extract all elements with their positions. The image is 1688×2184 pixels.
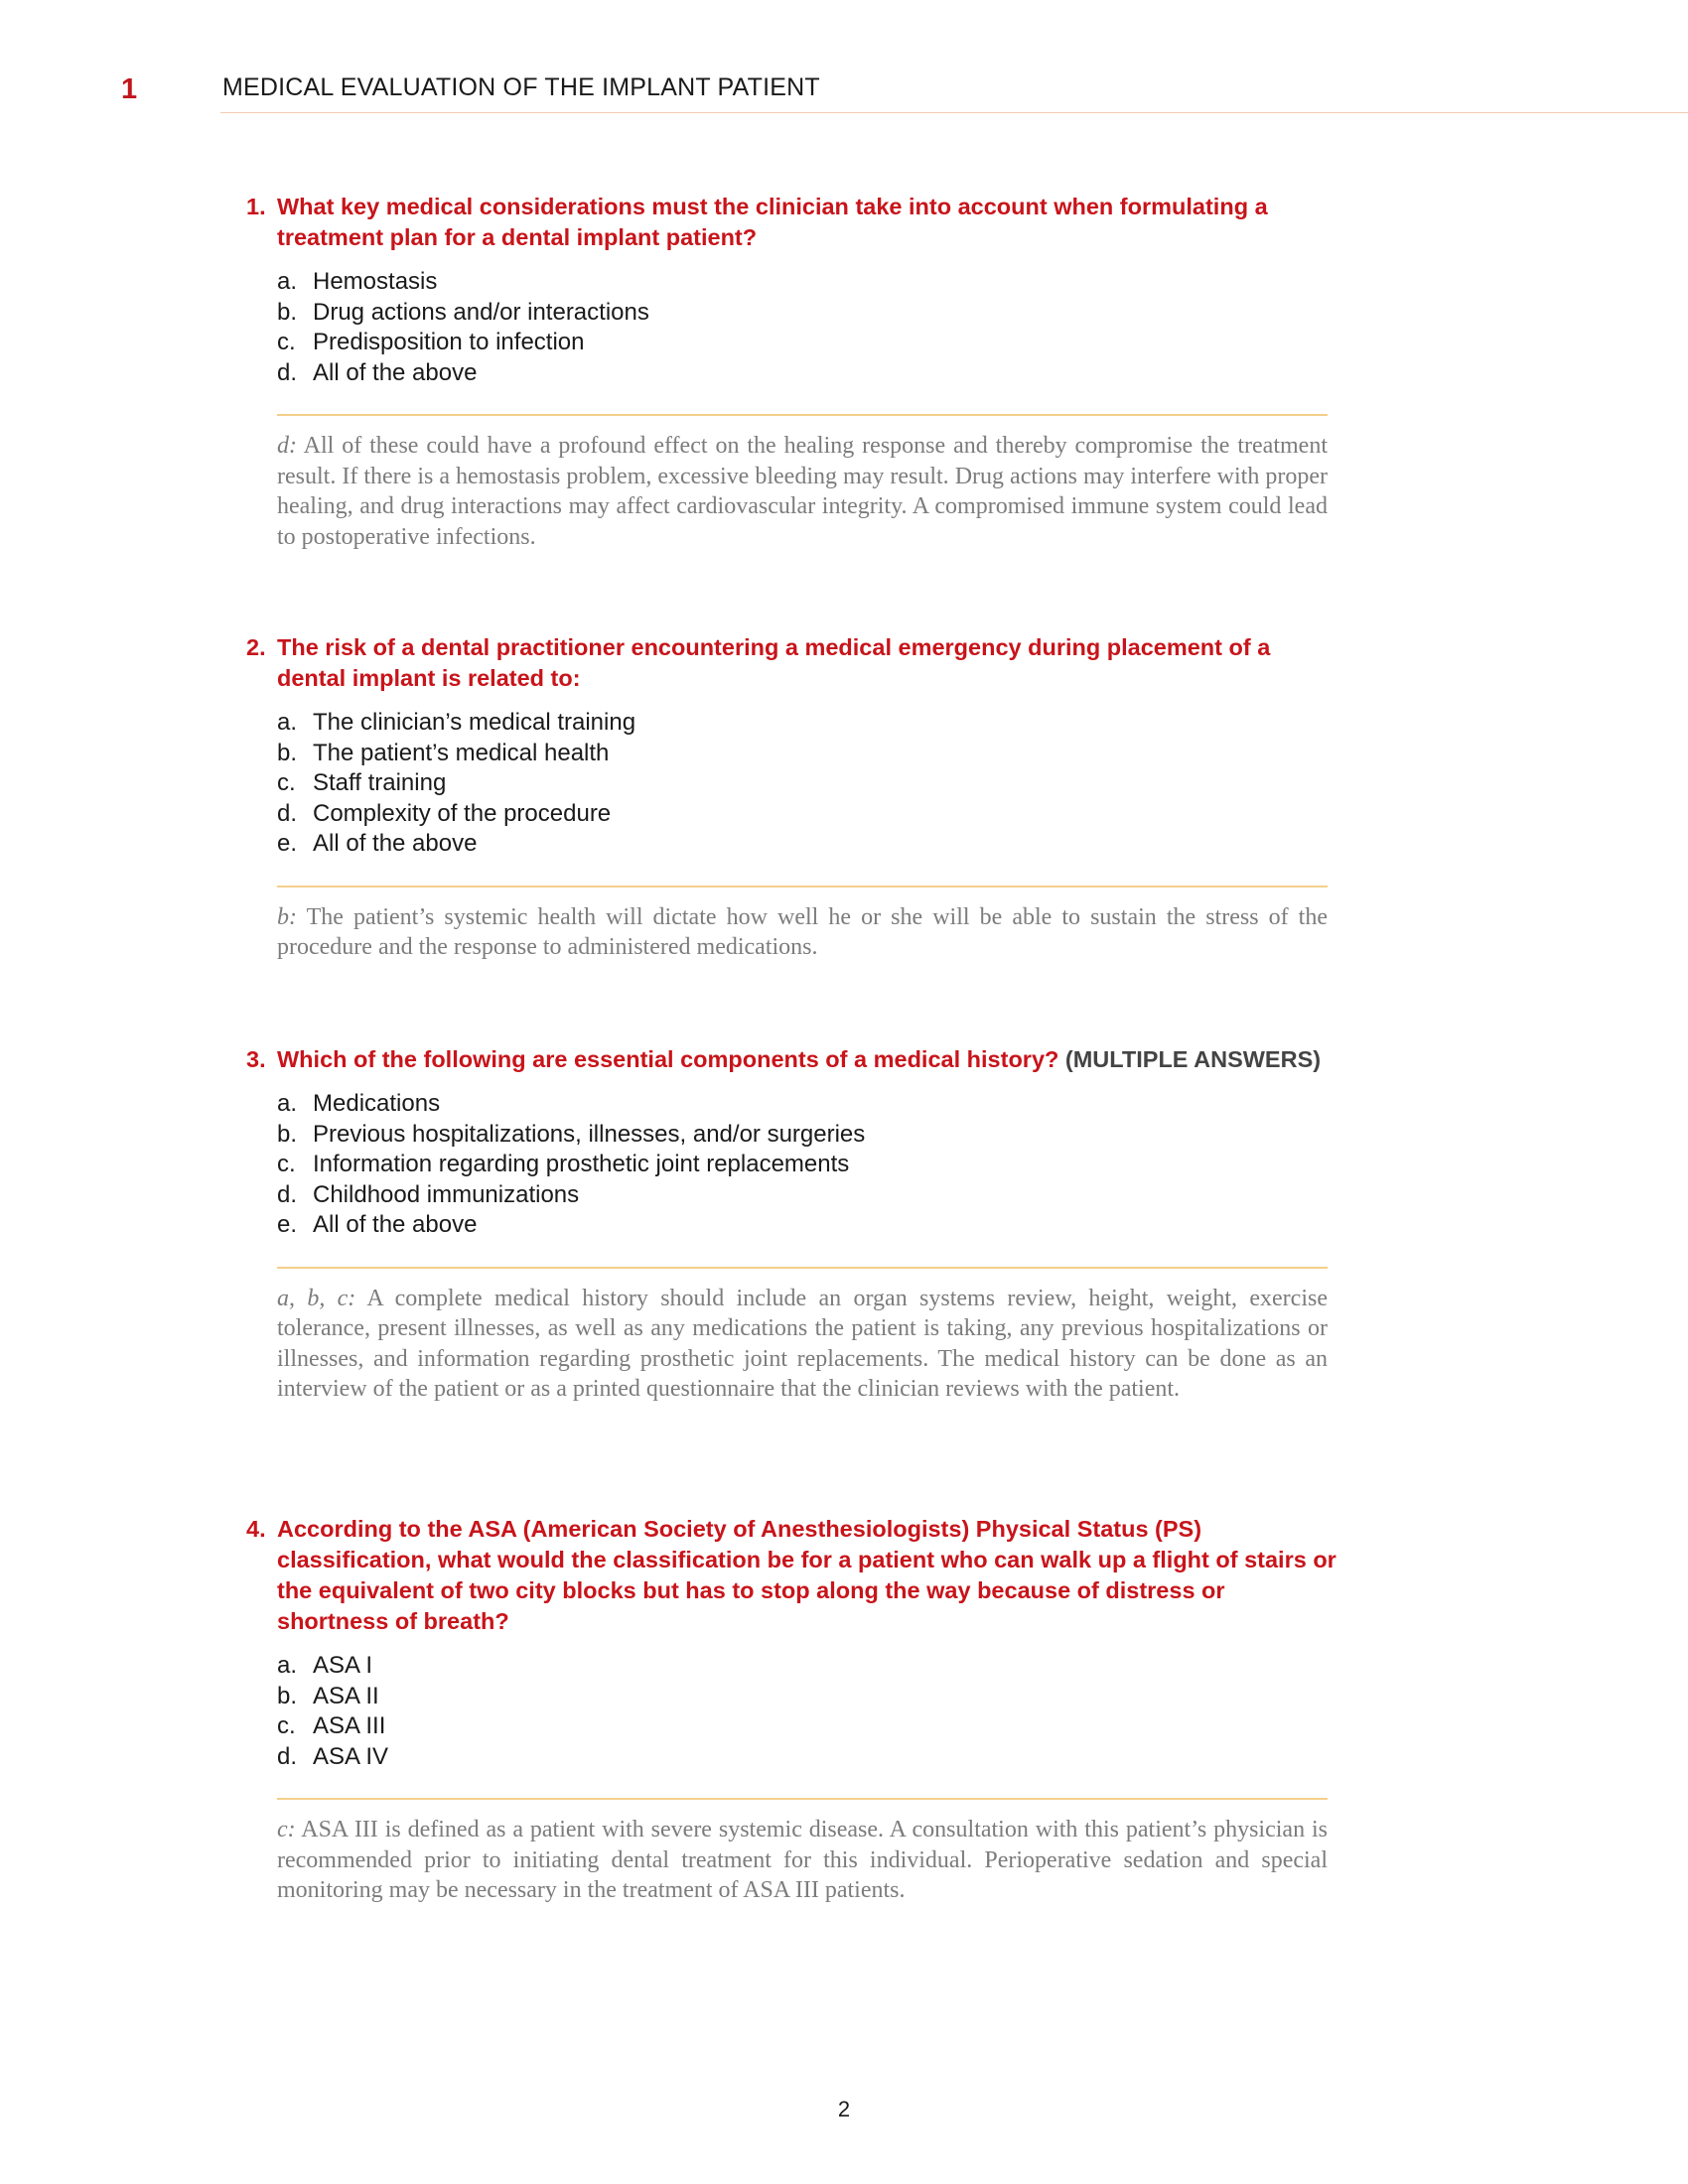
question-text: According to the ASA (American Society of Anesthesiologists) Physical Status (PS) classification, what would the classification be for a patient who can walk up a flight of stairs or the equivalent of two city blocks but has to stop along the way because of distress or shortness of breath? xyxy=(277,1516,1336,1634)
option-b xyxy=(277,1682,1338,1712)
option-letter: e. xyxy=(277,830,298,857)
option-letter: a. xyxy=(277,268,298,295)
answer-divider xyxy=(277,1798,1328,1800)
explanation-text: The patient’s systemic health will dictate how well he or she will be able to sustain the stress of the procedure and the response to administered medications. xyxy=(277,903,1328,960)
question-stem xyxy=(246,1514,1338,1637)
option-a xyxy=(277,267,1338,298)
options-list xyxy=(277,1089,1338,1241)
option-text: The clinician’s medical training xyxy=(313,709,636,736)
option-letter: b. xyxy=(277,1682,298,1709)
option-a xyxy=(277,1651,1338,1682)
option-d xyxy=(277,358,1338,389)
answer-explanation xyxy=(277,902,1328,963)
option-letter: e. xyxy=(277,1211,298,1238)
option-letter: d. xyxy=(277,799,298,827)
option-c xyxy=(277,328,1338,358)
question-stem xyxy=(246,632,1338,694)
question-3 xyxy=(246,1044,1338,1405)
option-text: Complexity of the procedure xyxy=(313,799,612,827)
option-letter: c. xyxy=(277,1712,296,1739)
option-text: Hemostasis xyxy=(313,268,438,295)
answer-explanation xyxy=(277,1284,1328,1405)
answer-key: b: xyxy=(277,903,297,930)
option-letter: c. xyxy=(277,769,296,796)
option-letter: b. xyxy=(277,298,298,326)
answer-divider xyxy=(277,414,1328,416)
options-list xyxy=(277,267,1338,388)
option-text: ASA II xyxy=(313,1682,379,1709)
options-list xyxy=(277,708,1338,860)
option-text: Drug actions and/or interactions xyxy=(313,298,649,326)
option-b xyxy=(277,1120,1338,1151)
question-number: 3. xyxy=(246,1046,266,1072)
explanation-text: ASA III is defined as a patient with severe systemic disease. A consultation with this patient’s physician is recommended prior to initiating dental treatment for this individual. Perioperative sedation and special monitoring may be necessary in the treatment of ASA III patients. xyxy=(277,1817,1328,1903)
multiple-answers-note: (MULTIPLE ANSWERS) xyxy=(1064,1046,1322,1072)
option-text: Previous hospitalizations, illnesses, and/or surgeries xyxy=(313,1120,866,1148)
answer-key: a, b, c: xyxy=(277,1285,356,1311)
option-c xyxy=(277,1711,1338,1742)
question-text: Which of the following are essential components of a medical history? xyxy=(277,1046,1059,1072)
question-text: The risk of a dental practitioner encountering a medical emergency during placement of a dental implant is related to: xyxy=(277,634,1271,691)
option-text: ASA III xyxy=(313,1712,386,1739)
option-letter: b. xyxy=(277,739,298,766)
option-c xyxy=(277,768,1338,799)
explanation-text: A complete medical history should include an organ systems review, height, weight, exercise tolerance, present illnesses, as well as any medications the patient is taking, any previous hospitalizations or illnesses, and information regarding prosthetic joint replacements. The medical history can be done as an interview of the patient or as a printed questionnaire that the clinician reviews with the patient. xyxy=(277,1285,1328,1402)
question-stem xyxy=(246,1044,1338,1075)
option-letter: d. xyxy=(277,358,298,386)
option-e xyxy=(277,1210,1338,1241)
option-text: Medications xyxy=(313,1090,441,1117)
chapter-number: 1 xyxy=(121,73,138,105)
option-letter: d. xyxy=(277,1742,298,1770)
question-1 xyxy=(246,192,1338,552)
question-number: 2. xyxy=(246,634,266,660)
option-text: Staff training xyxy=(313,769,447,796)
answer-divider xyxy=(277,1267,1328,1269)
option-a xyxy=(277,708,1338,739)
option-text: All of the above xyxy=(313,830,478,857)
option-b xyxy=(277,739,1338,769)
option-d xyxy=(277,1742,1338,1773)
answer-explanation xyxy=(277,1815,1328,1906)
header-divider xyxy=(220,112,1688,113)
chapter-title: MEDICAL EVALUATION OF THE IMPLANT PATIENT xyxy=(222,73,820,101)
answer-key: c: xyxy=(277,1817,296,1843)
answer-divider xyxy=(277,886,1328,887)
answer-key: d: xyxy=(277,433,297,459)
question-number: 1. xyxy=(246,194,266,219)
option-text: ASA I xyxy=(313,1652,373,1679)
options-list xyxy=(277,1651,1338,1772)
answer-explanation xyxy=(277,431,1328,552)
option-a xyxy=(277,1089,1338,1120)
option-letter: a. xyxy=(277,709,298,736)
option-letter: c. xyxy=(277,1151,296,1177)
question-2 xyxy=(246,632,1338,963)
option-e xyxy=(277,829,1338,860)
option-letter: a. xyxy=(277,1652,298,1679)
option-d xyxy=(277,1180,1338,1211)
option-text: ASA IV xyxy=(313,1742,389,1770)
option-text: The patient’s medical health xyxy=(313,739,610,766)
option-text: Information regarding prosthetic joint replacements xyxy=(313,1151,850,1177)
question-stem xyxy=(246,192,1338,253)
explanation-text: All of these could have a profound effect on the healing response and thereby compromise the treatment result. If there is a hemostasis problem, excessive bleeding may result. Drug actions may interfere with proper healing, and drug interactions may affect cardiovascular integrity. A compromised immune system could lead to postoperative infections. xyxy=(277,433,1328,550)
option-letter: c. xyxy=(277,329,296,355)
question-4 xyxy=(246,1514,1338,1906)
question-number: 4. xyxy=(246,1516,266,1542)
page-number: 2 xyxy=(837,2097,851,2121)
option-c xyxy=(277,1150,1338,1180)
option-letter: d. xyxy=(277,1180,298,1208)
option-text: All of the above xyxy=(313,1211,478,1238)
option-b xyxy=(277,298,1338,329)
option-text: Childhood immunizations xyxy=(313,1180,580,1208)
option-letter: a. xyxy=(277,1090,298,1117)
option-text: All of the above xyxy=(313,358,478,386)
option-text: Predisposition to infection xyxy=(313,329,585,355)
option-letter: b. xyxy=(277,1120,298,1148)
question-text: What key medical considerations must the clinician take into account when formulating a treatment plan for a dental implant patient? xyxy=(277,194,1268,250)
option-d xyxy=(277,799,1338,830)
